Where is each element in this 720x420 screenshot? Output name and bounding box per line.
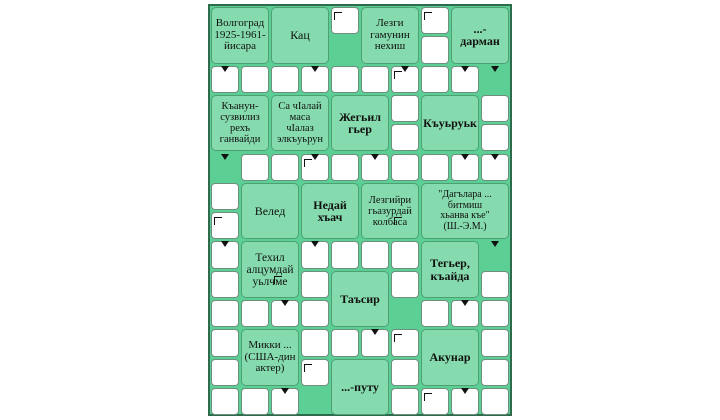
answer-cell[interactable]	[211, 388, 239, 415]
clue-box: Къанун- сузвилиз рехъ ганвайди	[211, 95, 269, 152]
clue-box: Лезги гамунин нехиш	[361, 7, 419, 64]
turn-arrow-icon	[424, 393, 432, 401]
answer-cell[interactable]	[301, 329, 329, 356]
answer-cell[interactable]	[481, 329, 509, 356]
answer-cell[interactable]	[241, 388, 269, 415]
answer-cell[interactable]	[421, 300, 449, 327]
direction-arrow-icon	[221, 66, 229, 72]
answer-cell[interactable]	[481, 95, 509, 122]
answer-cell[interactable]	[331, 241, 359, 268]
direction-arrow-icon	[491, 241, 499, 247]
clue-box: Са чIалай маса чIалаз элкъуьрун	[271, 95, 329, 152]
answer-cell[interactable]	[421, 154, 449, 181]
turn-arrow-icon	[394, 334, 402, 342]
answer-cell[interactable]	[211, 271, 239, 298]
turn-arrow-icon	[424, 12, 432, 20]
answer-cell[interactable]	[211, 329, 239, 356]
direction-arrow-icon	[311, 154, 319, 160]
clue-box: Тегьер, къайда	[421, 241, 479, 298]
clue-box: Велед	[241, 183, 299, 240]
answer-cell[interactable]	[361, 241, 389, 268]
turn-arrow-icon	[394, 217, 402, 225]
direction-arrow-icon	[461, 388, 469, 394]
direction-arrow-icon	[221, 241, 229, 247]
clue-box: ...- дарман	[451, 7, 509, 64]
answer-cell[interactable]	[331, 66, 359, 93]
direction-arrow-icon	[311, 66, 319, 72]
answer-cell[interactable]	[391, 241, 419, 268]
direction-arrow-icon	[221, 154, 229, 160]
answer-cell[interactable]	[241, 300, 269, 327]
turn-arrow-icon	[274, 276, 282, 284]
clue-box: Къуьруьк	[421, 95, 479, 152]
answer-cell[interactable]	[421, 66, 449, 93]
answer-cell[interactable]	[301, 271, 329, 298]
answer-cell[interactable]	[211, 183, 239, 210]
clue-box: Лезгийри гьазурдай колбаса	[361, 183, 419, 240]
turn-arrow-icon	[394, 71, 402, 79]
answer-cell[interactable]	[211, 359, 239, 386]
answer-cell[interactable]	[481, 271, 509, 298]
direction-arrow-icon	[461, 66, 469, 72]
crossword-board	[208, 4, 512, 416]
direction-arrow-icon	[491, 66, 499, 72]
direction-arrow-icon	[461, 300, 469, 306]
answer-cell[interactable]	[481, 359, 509, 386]
turn-arrow-icon	[304, 364, 312, 372]
answer-cell[interactable]	[331, 154, 359, 181]
turn-arrow-icon	[304, 159, 312, 167]
clue-box: Техил алцумдай уьлчме	[241, 241, 299, 298]
clue-box: Таъсир	[331, 271, 389, 328]
direction-arrow-icon	[311, 241, 319, 247]
answer-cell[interactable]	[271, 154, 299, 181]
turn-arrow-icon	[214, 217, 222, 225]
answer-cell[interactable]	[361, 66, 389, 93]
clue-box: Недай хъач	[301, 183, 359, 240]
answer-cell[interactable]	[391, 388, 419, 415]
answer-cell[interactable]	[481, 124, 509, 151]
answer-cell[interactable]	[481, 388, 509, 415]
answer-cell[interactable]	[211, 300, 239, 327]
direction-arrow-icon	[461, 154, 469, 160]
answer-cell[interactable]	[421, 36, 449, 63]
direction-arrow-icon	[281, 388, 289, 394]
direction-arrow-icon	[371, 329, 379, 335]
clue-box: "Дагълара ... битмиш хьанва къе" (Ш.-Э.М.)	[421, 183, 509, 240]
answer-cell[interactable]	[241, 154, 269, 181]
clue-box: Жегьил гьер	[331, 95, 389, 152]
answer-cell[interactable]	[271, 66, 299, 93]
direction-arrow-icon	[371, 154, 379, 160]
clue-box: ...-путу	[331, 359, 389, 416]
clue-box: Волгоград 1925-1961- йисара	[211, 7, 269, 64]
clue-box: Акунар	[421, 329, 479, 386]
direction-arrow-icon	[281, 300, 289, 306]
answer-cell[interactable]	[391, 154, 419, 181]
turn-arrow-icon	[334, 12, 342, 20]
answer-cell[interactable]	[331, 329, 359, 356]
clue-box: Кац	[271, 7, 329, 64]
answer-cell[interactable]	[391, 124, 419, 151]
answer-cell[interactable]	[391, 271, 419, 298]
answer-cell[interactable]	[391, 95, 419, 122]
answer-cell[interactable]	[391, 359, 419, 386]
answer-cell[interactable]	[241, 66, 269, 93]
direction-arrow-icon	[401, 66, 409, 72]
answer-cell[interactable]	[301, 300, 329, 327]
clue-box: Микки ... (США-дин актер)	[241, 329, 299, 386]
answer-cell[interactable]	[481, 300, 509, 327]
direction-arrow-icon	[491, 154, 499, 160]
